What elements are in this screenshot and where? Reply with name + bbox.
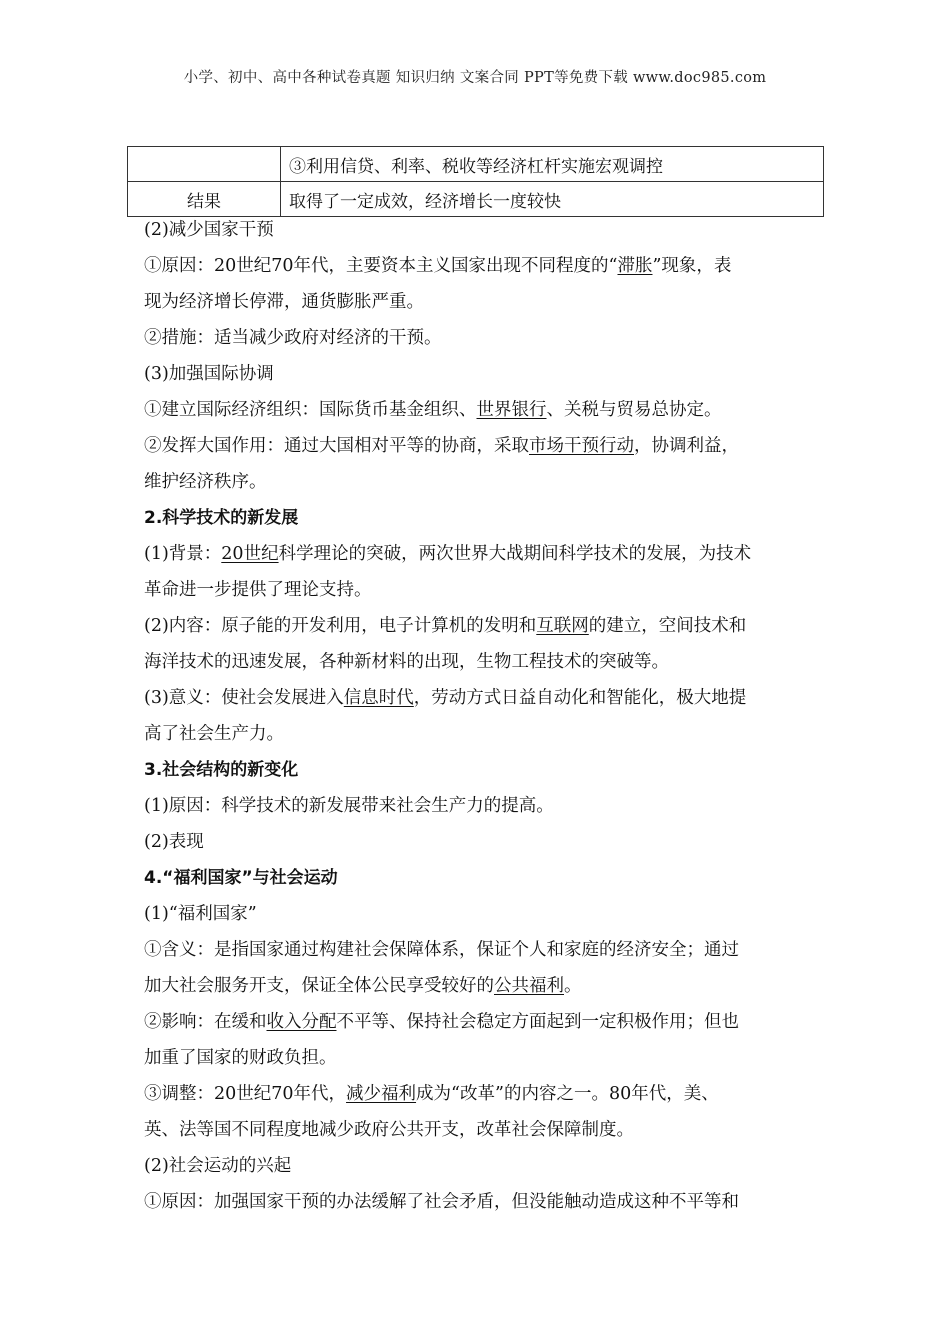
text-segment: (2)内容：原子能的开发利用，电子计算机的发明和 — [144, 616, 537, 636]
text-segment: 革命进一步提供了理论支持。 — [144, 580, 372, 600]
text-line — [144, 212, 814, 248]
text-line — [144, 464, 814, 500]
underlined-keyword: 信息时代 — [343, 688, 414, 708]
section-heading — [144, 500, 814, 536]
text-line — [144, 824, 814, 860]
text-segment: 高了社会生产力。 — [144, 724, 284, 744]
text-line — [144, 1112, 814, 1148]
text-segment: 维护经济秩序。 — [144, 472, 267, 492]
text-segment: ①建立国际经济组织：国际货币基金组织、 — [144, 400, 477, 420]
text-segment: ③调整：20世纪70年代， — [144, 1084, 347, 1104]
text-segment: 加重了国家的财政负担。 — [144, 1048, 337, 1068]
text-segment: 3.社会结构的新变化 — [144, 760, 299, 780]
text-segment: ，劳动方式日益自动化和智能化，极大地提 — [413, 688, 747, 708]
text-segment: (2)减少国家干预 — [144, 220, 274, 240]
text-segment: (1)原因：科学技术的新发展带来社会生产力的提高。 — [144, 796, 554, 816]
text-line — [144, 1184, 814, 1220]
text-segment: ①原因：加强国家干预的办法缓解了社会矛盾，但没能触动造成这种不平等和 — [144, 1192, 739, 1212]
text-line — [144, 1004, 814, 1040]
underlined-keyword: 收入分配 — [266, 1012, 337, 1032]
text-line — [144, 680, 814, 716]
text-line — [144, 572, 814, 608]
text-segment: (3)意义：使社会发展进入 — [144, 688, 344, 708]
text-segment: 2.科学技术的新发展 — [144, 508, 299, 528]
text-segment: 英、法等国不同程度地减少政府公共开支，改革社会保障制度。 — [144, 1120, 634, 1140]
table-cell-content: ③利用信贷、利率、税收等经济杠杆实施宏观调控 — [281, 147, 824, 182]
text-segment: (2)表现 — [144, 832, 204, 852]
table-cell-label — [128, 147, 281, 182]
text-line — [144, 248, 814, 284]
text-line — [144, 320, 814, 356]
text-segment: 海洋技术的迅速发展，各种新材料的出现，生物工程技术的突破等。 — [144, 652, 669, 672]
text-segment: (3)加强国际协调 — [144, 364, 274, 384]
text-segment: ②发挥大国作用：通过大国相对平等的协商，采取 — [144, 436, 529, 456]
text-line — [144, 716, 814, 752]
text-line — [144, 1076, 814, 1112]
text-line — [144, 608, 814, 644]
text-segment: 的建立，空间技术和 — [588, 616, 747, 636]
section-heading — [144, 752, 814, 788]
underlined-keyword: 滞胀 — [617, 256, 653, 276]
table-cell-label: 结果 — [128, 182, 281, 217]
text-segment: ，协调利益， — [634, 436, 739, 456]
text-segment: 。 — [564, 976, 582, 996]
underlined-keyword: 市场干预行动 — [529, 436, 634, 456]
text-line — [144, 1148, 814, 1184]
text-line — [144, 788, 814, 824]
table-row — [128, 147, 824, 182]
text-segment: (2)社会运动的兴起 — [144, 1156, 292, 1176]
text-segment: 不平等、保持社会稳定方面起到一定积极作用；但也 — [336, 1012, 739, 1032]
page-header: 小学、初中、高中各种试卷真题 知识归纳 文案合同 PPT等免费下载 www.doc985.com — [183, 70, 767, 86]
text-segment: 现为经济增长停滞，通货膨胀严重。 — [144, 292, 424, 312]
text-segment: 科学理论的突破，两次世界大战期间科学技术的发展，为技术 — [278, 544, 752, 564]
text-line — [144, 536, 814, 572]
text-segment: 加大社会服务开支，保证全体公民享受较好的 — [144, 976, 494, 996]
underlined-keyword: 世界银行 — [476, 400, 547, 420]
text-line — [144, 392, 814, 428]
text-line — [144, 284, 814, 320]
text-line — [144, 428, 814, 464]
text-segment: 成为“改革”的内容之一。80年代，美、 — [416, 1084, 719, 1104]
text-line — [144, 644, 814, 680]
underlined-keyword: 公共福利 — [494, 976, 564, 996]
document-body — [144, 212, 814, 1220]
underlined-keyword: 减少福利 — [346, 1084, 417, 1104]
text-line — [144, 896, 814, 932]
text-line — [144, 356, 814, 392]
text-segment: ②措施：适当减少政府对经济的干预。 — [144, 328, 442, 348]
text-segment: (1)“福利国家” — [144, 904, 257, 924]
text-segment: ①原因：20世纪70年代，主要资本主义国家出现不同程度的“ — [144, 256, 618, 276]
text-segment: 4.“福利国家”与社会运动 — [144, 868, 338, 888]
underlined-keyword: 互联网 — [536, 616, 589, 636]
text-segment: ①含义：是指国家通过构建社会保障体系，保证个人和家庭的经济安全；通过 — [144, 940, 739, 960]
text-line — [144, 932, 814, 968]
section-heading — [144, 860, 814, 896]
text-line — [144, 1040, 814, 1076]
underlined-keyword: 20世纪 — [221, 544, 279, 564]
text-segment: (1)背景： — [144, 544, 222, 564]
text-segment: ②影响：在缓和 — [144, 1012, 267, 1032]
text-segment: ”现象，表 — [652, 256, 732, 276]
policy-table — [127, 146, 824, 217]
table-cell-content: 取得了一定成效，经济增长一度较快 — [281, 182, 824, 217]
text-line — [144, 968, 814, 1004]
text-segment: 、关税与贸易总协定。 — [546, 400, 722, 420]
